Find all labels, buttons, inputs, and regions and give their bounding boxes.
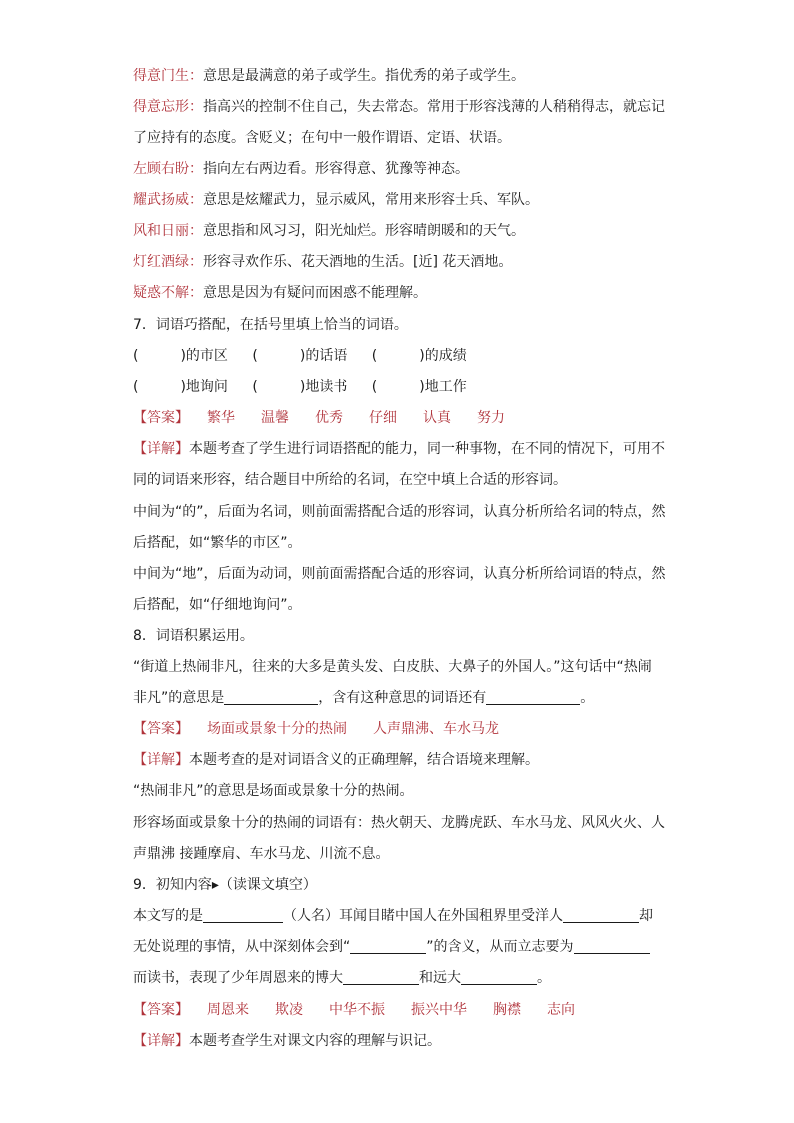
text-span: )地工作 [419, 379, 467, 395]
q9-answer [133, 998, 661, 1022]
q8-detail-line: 形容场面或景象十分的热闹的词语有：热火朝天、龙腾虎跃、车水马龙、风风火火、人 [133, 815, 665, 831]
text-span: 指向左右两边看。形容得意、犹豫等神态。 [203, 161, 469, 177]
fill-blank[interactable] [486, 688, 580, 705]
text-span: 振兴中华 [411, 1002, 467, 1018]
text-span: 灯红酒绿 [133, 254, 189, 270]
text-span: ： [189, 68, 203, 84]
text-span: )的成绩 [419, 348, 467, 364]
text-span: 得意门生 [133, 68, 189, 84]
q7-blank-row-2 [133, 375, 661, 399]
text-span: 非凡”的意思是 [133, 690, 225, 706]
text-span: ( [252, 348, 258, 364]
text-span: 本题考查的是对词语含义的正确理解，结合语境来理解。 [189, 752, 539, 768]
text-span: 胸襟 [493, 1002, 521, 1018]
text-span: 耀武扬威 [133, 192, 189, 208]
text-span: )地读书 [299, 379, 348, 395]
text-span: 左顾右盼 [133, 161, 189, 177]
text-span: 场面或景象十分的热闹 [207, 721, 347, 737]
q7-blank-row-1 [133, 344, 661, 368]
answer-tag: 【答案】 [133, 410, 189, 426]
text-span: 意思指和风习习，阳光灿烂。形容晴朗暖和的天气。 [203, 223, 525, 239]
detail-tag: 【详解】 [133, 752, 189, 768]
q7-detail [133, 437, 665, 461]
text-span: 。 [580, 690, 595, 706]
text-span: 却 [639, 908, 653, 924]
idiom-entry [133, 95, 665, 119]
text-span: 周恩来 [207, 1002, 249, 1018]
text-span: ： [189, 161, 203, 177]
q8-fill-line [133, 686, 661, 710]
fill-blank[interactable] [203, 906, 283, 923]
fill-blank[interactable] [224, 688, 318, 705]
idiom-entry [133, 188, 661, 212]
text-span: ( [371, 348, 378, 364]
q7-detail-line: 中间为“的”，后面为名词，则前面需搭配合适的形容词，认真分析所给名词的特点，然 [133, 504, 666, 520]
text-span: 认真 [423, 410, 451, 426]
question-7-title: 7．词语巧搭配，在括号里填上恰当的词语。 [133, 317, 408, 333]
text-span: ( [371, 379, 378, 395]
question-9-title: 9．初知内容▸（读课文填空） [133, 877, 317, 893]
q7-answer [133, 406, 661, 430]
text-span: ： [189, 223, 203, 239]
text-span: 形容寻欢作乐、花天酒地的生活。[近] 花天酒地。 [203, 254, 513, 270]
q9-fill-line [133, 904, 661, 928]
text-span: 了应持有的态度。含贬义；在句中一般作谓语、定语、状语。 [133, 130, 511, 146]
text-span: ( [133, 348, 139, 364]
text-span: 志向 [547, 1002, 575, 1018]
q9-fill-line [133, 935, 661, 959]
text-span: ( [252, 379, 258, 395]
text-span: 意思是炫耀武力，显示威风，常用来形容士兵、军队。 [203, 192, 539, 208]
idiom-entry-continued [133, 126, 661, 150]
text-span: ： [189, 254, 203, 270]
q8-detail-line: “热闹非凡”的意思是场面或景象十分的热闹。 [133, 783, 414, 799]
idiom-entry [133, 250, 661, 274]
q7-detail-line: 后搭配，如“繁华的市区”。 [133, 535, 302, 551]
q8-quote-line: “街道上热闹非凡，往来的大多是黄头发、白皮肤、大鼻子的外国人。”这句话中“热闹 [133, 659, 652, 675]
text-span: 而读书，表现了少年周恩来的博大 [133, 970, 343, 986]
text-span: ： [189, 285, 203, 301]
text-span: 和远大 [419, 970, 461, 986]
text-span: 繁华 [207, 410, 235, 426]
idiom-entry [133, 281, 661, 305]
q8-detail [133, 748, 661, 772]
q7-detail-line: 后搭配，如“仔细地询问”。 [133, 597, 302, 613]
fill-blank[interactable] [350, 937, 426, 954]
text-span: ： [189, 99, 203, 115]
text-span: 温馨 [261, 410, 289, 426]
idiom-entry [133, 219, 661, 243]
fill-blank[interactable] [563, 906, 639, 923]
detail-tag: 【详解】 [133, 1033, 189, 1049]
text-span: （人名）耳闻目睹中国人在外国租界里受洋人 [283, 908, 563, 924]
q8-detail-line: 声鼎沸 接踵摩肩、车水马龙、川流不息。 [133, 846, 390, 862]
idiom-entry [133, 64, 661, 88]
fill-blank[interactable] [461, 968, 537, 985]
fill-blank[interactable] [574, 937, 650, 954]
text-span: 仔细 [369, 410, 397, 426]
q9-fill-line [133, 966, 661, 990]
text-span: 意思是最满意的弟子或学生。指优秀的弟子或学生。 [203, 68, 525, 84]
text-span: 疑惑不解 [133, 285, 189, 301]
idiom-entry [133, 157, 661, 181]
question-8-title: 8．词语积累运用。 [133, 628, 254, 644]
text-span: 本文写的是 [133, 908, 203, 924]
text-span: 风和日丽 [133, 223, 189, 239]
text-span: 意思是因为有疑问而困惑不能理解。 [203, 285, 427, 301]
text-span: ，含有这种意思的词语还有 [318, 690, 487, 706]
detail-tag: 【详解】 [133, 441, 189, 457]
text-span: ( [133, 379, 139, 395]
q7-detail-line: 中间为“地”，后面为动词，则前面需搭配合适的形容词，认真分析所给词语的特点，然 [133, 566, 666, 582]
text-span: )地询问 [180, 379, 228, 395]
text-span: 得意忘形 [133, 99, 189, 115]
q8-answer [133, 717, 661, 741]
text-span: 努力 [477, 410, 505, 426]
text-span: 指高兴的控制不住自己，失去常态。常用于形容浅薄的人稍稍得志，就忘记 [203, 99, 665, 115]
text-span: 中华不振 [329, 1002, 385, 1018]
text-span: ”的含义，从而立志要为 [426, 939, 574, 955]
answer-tag: 【答案】 [133, 721, 189, 737]
q9-detail [133, 1029, 661, 1053]
text-span: 人声鼎沸、车水马龙 [373, 721, 499, 737]
answer-tag: 【答案】 [133, 1002, 189, 1018]
text-span: ： [189, 192, 203, 208]
q7-detail-line: 同的词语来形容，结合题目中所给的名词，在空中填上合适的形容词。 [133, 472, 567, 488]
text-span: 。 [537, 970, 551, 986]
text-span: )的话语 [299, 348, 348, 364]
fill-blank[interactable] [343, 968, 419, 985]
text-span: 欺凌 [275, 1002, 303, 1018]
text-span: )的市区 [180, 348, 228, 364]
text-span: 本题考查了学生进行词语搭配的能力，同一种事物，在不同的情况下，可用不 [189, 441, 665, 457]
text-span: 本题考查学生对课文内容的理解与识记。 [189, 1033, 441, 1049]
text-span: 无处说理的事情，从中深刻体会到“ [133, 939, 351, 955]
text-span: 优秀 [315, 410, 343, 426]
